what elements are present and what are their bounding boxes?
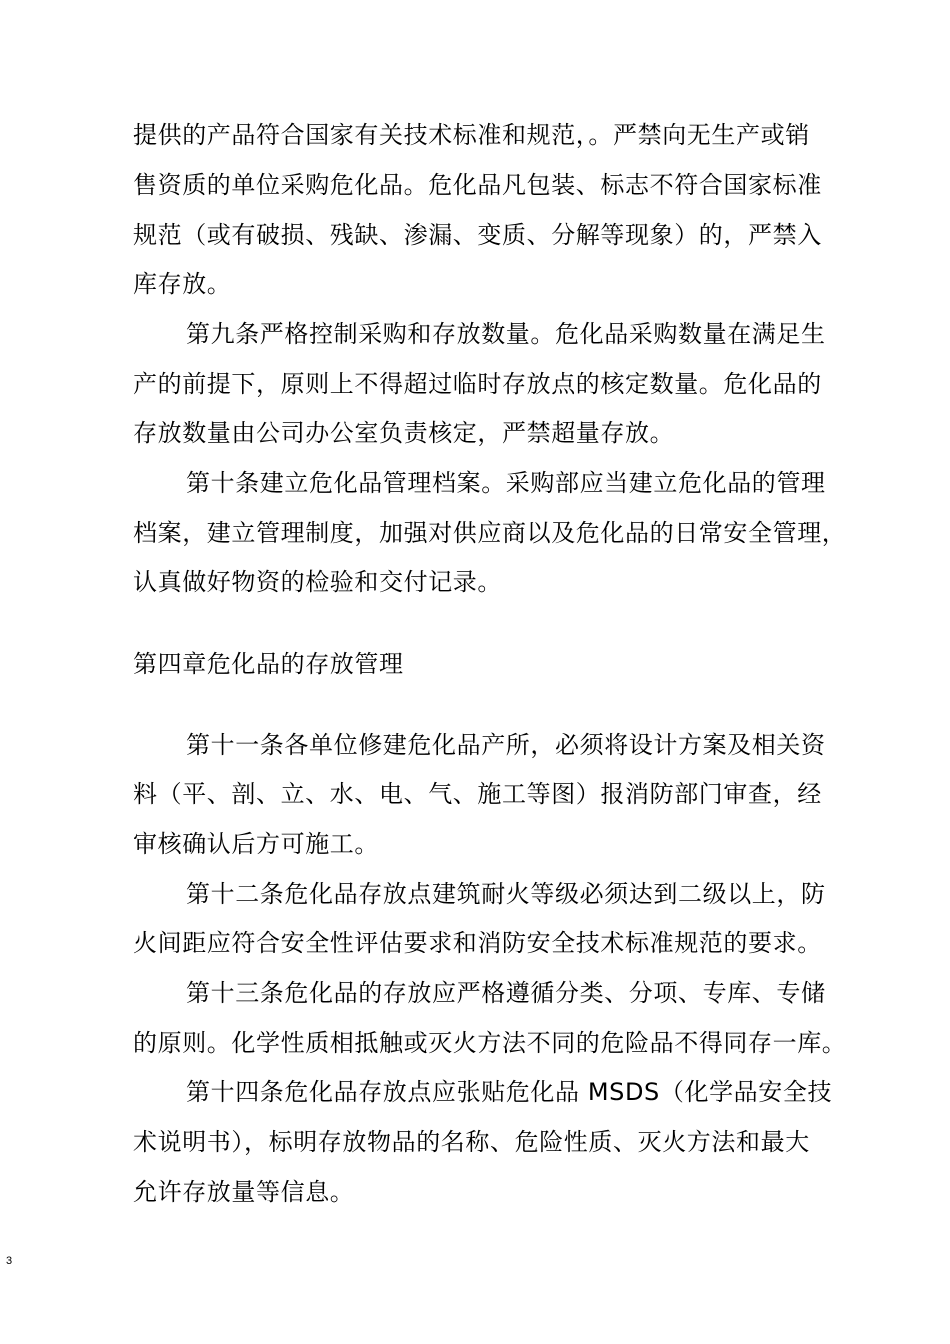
body-text-line: 存放数量由公司办公室负责核定，严禁超量存放。 [133,419,675,447]
article-10-line: 第十条建立危化品管理档案。采购部应当建立危化品的管理 [186,469,826,497]
body-text-line: 售资质的单位采购危化品。危化品凡包装、标志不符合国家标准 [133,171,822,199]
article-14-line: 第十四条危化品存放点应张贴危化品 MSDS（化学品安全技 [186,1078,833,1106]
body-text-line: 档案，建立管理制度，加强对供应商以及危化品的日常安全管理， [133,519,847,547]
body-text-line: 认真做好物资的检验和交付记录。 [133,568,502,596]
body-text-line: 审核确认后方可施工。 [133,830,379,858]
body-text-line: 允许存放量等信息。 [133,1178,355,1206]
body-text-line: 提供的产品符合国家有关技术标准和规范，。严禁向无生产或销 [133,121,810,149]
body-text-line: 火间距应符合安全性评估要求和消防安全技术标准规范的要求。 [133,929,822,957]
article-11-line: 第十一条各单位修建危化品产所，必须将设计方案及相关资 [186,731,826,759]
article-12-line: 第十二条危化品存放点建筑耐火等级必须达到二级以上，防 [186,880,826,908]
page-number: 3 [6,1255,13,1267]
article-9-line: 第九条严格控制采购和存放数量。危化品采购数量在满足生 [186,320,826,348]
body-text-line: 库存放。 [133,270,232,298]
body-text-line: 术说明书），标明存放物品的名称、危险性质、灭火方法和最大 [133,1128,810,1156]
body-text-line: 产的前提下，原则上不得超过临时存放点的核定数量。危化品的 [133,370,822,398]
chapter-heading: 第四章危化品的存放管理 [133,650,404,678]
article-13-line: 第十三条危化品的存放应严格遵循分类、分项、专库、专储 [186,979,826,1007]
body-text-line: 规范（或有破损、残缺、渗漏、变质、分解等现象）的，严禁入 [133,221,822,249]
body-text-line: 料（平、剖、立、水、电、气、施工等图）报消防部门审查，经 [133,780,822,808]
body-text-line: 的原则。化学性质相抵触或灭火方法不同的危险品不得同存一库。 [133,1029,847,1057]
